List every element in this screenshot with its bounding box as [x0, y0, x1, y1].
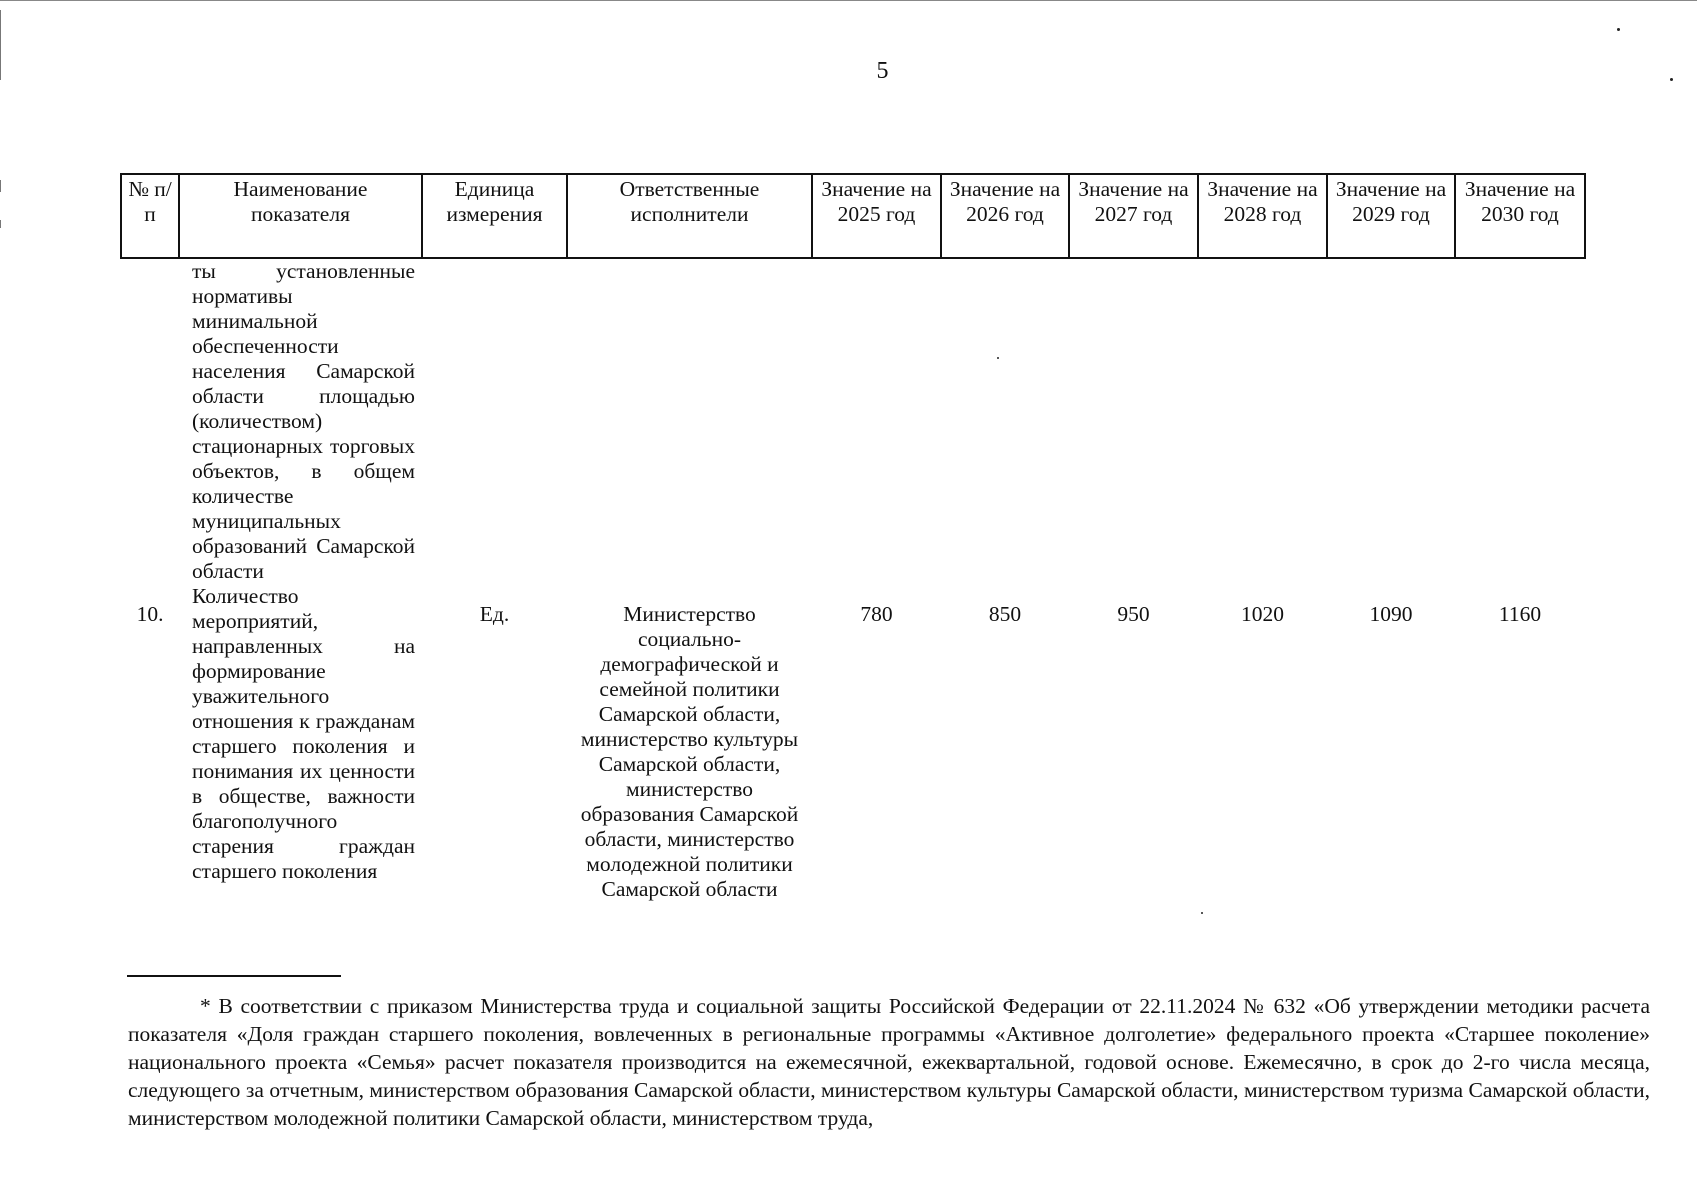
indicators-table — [120, 173, 1586, 902]
header-2026: Значение на 2026 год — [941, 174, 1069, 258]
scan-top-edge — [0, 0, 1697, 1]
value-2028: 1020 — [1241, 602, 1284, 626]
header-num: № п/п — [121, 174, 179, 258]
page-number: 5 — [876, 58, 889, 84]
header-2029: Значение на 2029 год — [1327, 174, 1455, 258]
value-2026: 850 — [988, 602, 1022, 626]
header-2027: Значение на 2027 год — [1069, 174, 1198, 258]
row-number: 10. — [136, 602, 164, 626]
indicator-name: Количество мероприятий, направленных на формирование уважительного отношения к гражданам старшего поколения и понимания их ценности в обществе, важности благополучного старения граждан старшего поколения — [192, 584, 415, 883]
table-header-row — [121, 174, 1585, 258]
value-2027: 950 — [1117, 602, 1150, 626]
header-executors: Ответственные исполнители — [567, 174, 812, 258]
continued-indicator-name: ты установленные нормативы минимальной обеспеченности населения Самарской области площадью (количеством) стационарных торговых объектов, в общем количестве муниципальных образований Самарской области — [192, 259, 415, 583]
header-2025: Значение на 2025 год — [812, 174, 941, 258]
header-2030: Значение на 2030 год — [1455, 174, 1585, 258]
footnote-separator — [127, 975, 341, 977]
header-unit: Единица измерения — [422, 174, 567, 258]
table-row-continued — [121, 258, 1585, 584]
value-2030: 1160 — [1498, 602, 1542, 626]
footnote: * В соответствии с приказом Министерства труда и социальной защиты Российской Федерации от 22.11.2024 № 632 «Об утверждении методики расчета показателя «Доля граждан старшего поколения, вовлеченных в региональные программы «Активное долголетие» федерального проекта «Старшее поколение» национального проекта «Семья» расчет показателя производится на ежемесячной, ежеквартальной, годовой основе. Ежемесячно, в срок до 2-го числа месяца, следующего за отчетным, министерством образования Самарской области, министерством культуры Самарской области, министерством туризма Самарской области, министерством молодежной политики Самарской области, министерством труда, — [128, 994, 1650, 1130]
scan-left-mark — [0, 220, 1, 228]
header-name: Наименование показателя — [179, 174, 422, 258]
header-2028: Значение на 2028 год — [1198, 174, 1327, 258]
indicator-unit: Ед. — [479, 602, 510, 626]
scan-speck — [1201, 912, 1203, 914]
value-2029: 1090 — [1369, 602, 1413, 626]
scan-left-mark — [0, 180, 1, 192]
responsible-executors: Министерство социально-демографической и семейной политики Самарской области, министерство культуры Самарской области, министерство образования Самарской области, министерство молодежной политики Самарской области — [580, 602, 799, 901]
value-2025: 780 — [860, 602, 893, 626]
scan-speck — [1617, 28, 1620, 31]
table-row-10 — [121, 584, 1585, 902]
